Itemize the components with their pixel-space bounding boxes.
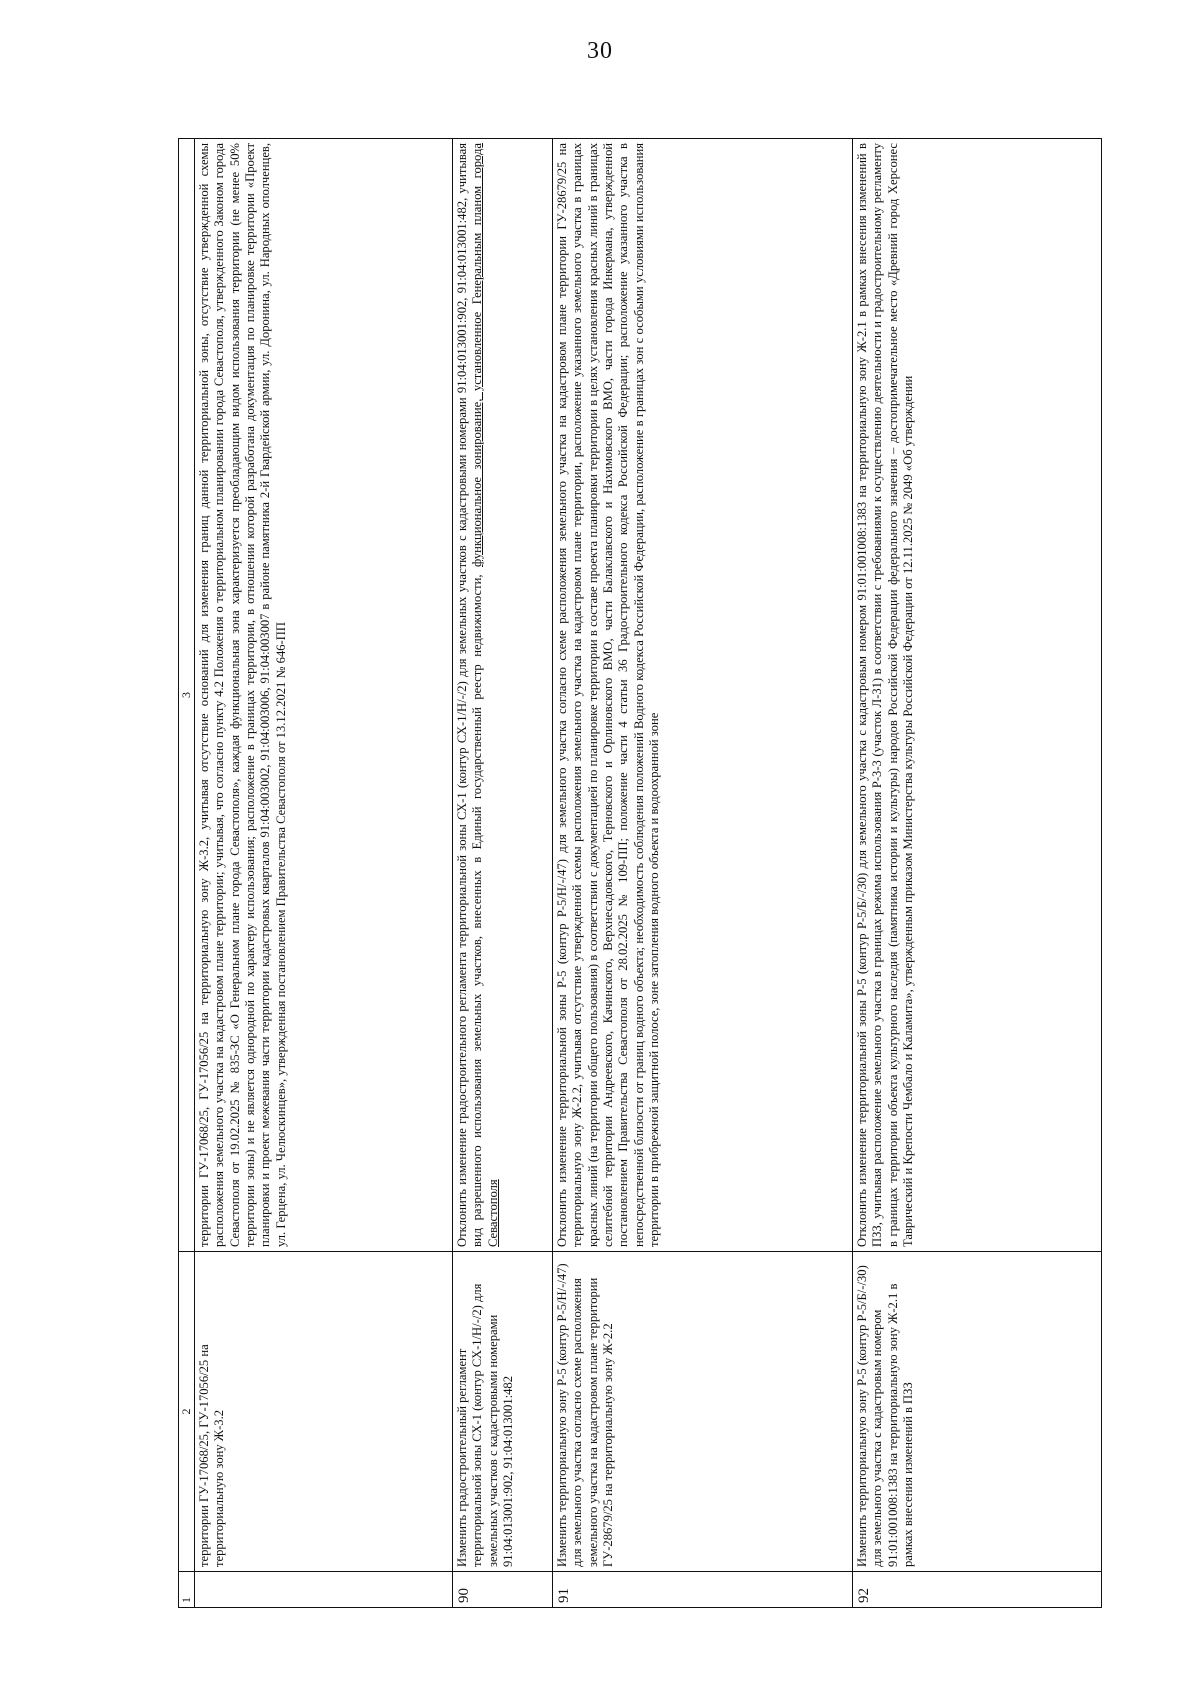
proposal-cell: Изменить территориальную зону Р-5 (контур Р-5/Б/-/30) для земельного участка с кадастровым номером 91:01:001008:1383 на территориальную зону Ж-2.1 в рамках внесения изменений в ПЗЗ bbox=[853, 1252, 1102, 1572]
decision-cell: Отклонить изменение территориальной зоны Р-5 (контур Р-5/Н/-/47) для земельного участка согласно схеме расположения земельного участка на кадастровом плане территории ГУ-28679/25 на территориальную зону Ж-2.2, учитывая отсутствие утвержденной схемы расположения земельного участка на кадастровом плане территории, расположение указанного земельного участка в границах красных линий (на территории общего пользования) в соответствии с документацией по планировке территории в составе проекта планировки территории в целях установления красных линий в границах селитебной территории Андреевского, Качинского, Верхнесадовского, Терновского и Орлиновского ВМО, части Балаклавского и Нахимовского ВМО, части города Инкермана, утвержденной постановлением Правительства Севастополя от 28.02.2025 № 109-ПП; положение части 4 статьи 36 Градостроительного кодекса Российской Федерации; расположение указанного участка в непосредственной близости от границ водного объекта; необходимость соблюдения положений Водного кодекса Российской Федерации, расположение в границах зон с особыми условиями использования территории в прибрежной защитной полосе, зоне затопления водного объекта и водоохранной зоне bbox=[553, 139, 853, 1252]
decisions-table bbox=[178, 138, 1102, 1608]
table-row bbox=[853, 139, 1102, 1608]
decision-cell: территории ГУ-17068/25, ГУ-17056/25 на территориальную зону Ж-3.2, учитывая отсутствие оснований для изменения границ данной территориальной зоны, отсутствие утвержденной схемы расположения земельного участка на кадастровом плане территории; учитывая, что согласно пункту 4.2 Положения о территориальном планировании города Севастополя, утвержденного Законом города Севастополя от 19.02.2025 № 835-ЗС «О Генеральном плане города Севастополя», каждая функциональная зона характеризуется преобладающим видом использования территории (не менее 50% территории зоны) и не является однородной по характеру использования; расположение в границах территории, в отношении которой разработана документация по планировке территории «Проект планировки и проект межевания части территории кадастровых кварталов 91:04:003002, 91:04:003006, 91:04:003007 в районе памятника 2-й Гвардейской армии, ул. Доронина, ул. Народных ополченцев, ул. Герцена, ул. Челюскинцев», утвержденная постановлением Правительства Севастополя от 13.12.2021 № 646-ПП bbox=[195, 139, 453, 1252]
decision-text: Отклонить изменение градостроительного регламента территориальной зоны СХ-1 (контур СХ-1/Н/-/2) для земельных участков с кадастровыми номерами 91:04:013001:902, 91:04:013001:482, учитывая вид разрешенного использования земельных участков, внесенных в Единый государственный реестр недвижимости, bbox=[455, 143, 485, 1247]
table-row bbox=[553, 139, 853, 1608]
header-col-1: 1 bbox=[179, 1572, 195, 1608]
decision-underlined-text: функциональное зонирование, установленное Генеральным планом города Севастополя bbox=[470, 143, 500, 1247]
proposal-cell: Изменить территориальную зону Р-5 (контур Р-5/Н/-/47) для земельного участка согласно схеме расположения земельного участка на кадастровом плане территории ГУ-28679/25 на территориальную зону Ж-2.2 bbox=[553, 1252, 853, 1572]
rotated-table-wrapper bbox=[178, 138, 1102, 1608]
proposal-cell: территории ГУ-17068/25, ГУ-17056/25 на территориальную зону Ж-3.2 bbox=[195, 1252, 453, 1572]
row-number: 90 bbox=[453, 1572, 553, 1608]
header-col-2: 2 bbox=[179, 1252, 195, 1572]
table-header-row bbox=[179, 139, 195, 1608]
row-number: 91 bbox=[553, 1572, 853, 1608]
table-row bbox=[453, 139, 553, 1608]
row-number: 92 bbox=[853, 1572, 1102, 1608]
row-number bbox=[195, 1572, 453, 1608]
decision-cell: Отклонить изменение территориальной зоны Р-5 (контур Р-5/Б/-/30) для земельного участка с кадастровым номером 91:01:001008:1383 на территориальную зону Ж-2.1 в рамках внесения изменений в ПЗЗ, учитывая расположение земельного участка в границах режима использования Р-3-3 (участок Л-31) в соответствии с требованиями к осуществлению деятельности и градостроительному регламенту в границах территории объекта культурного наследия (памятника истории и культуры) народов Российской Федерации федерального значения – достопримечательное место «Древний город Херсонес Таврический и Крепости Чембало и Каламита», утвержденным приказом Министерства культуры Российской Федерации от 12.11.2025 № 2049 «Об утверждении bbox=[853, 139, 1102, 1252]
table-row bbox=[195, 139, 453, 1608]
page-number: 30 bbox=[587, 38, 613, 64]
proposal-cell: Изменить градостроительный регламент территориальной зоны СХ-1 (контур СХ-1/Н/-/2) для земельных участков с кадастровыми номерами 91:04:013001:902, 91:04:013001:482 bbox=[453, 1252, 553, 1572]
decision-cell bbox=[453, 139, 553, 1252]
header-col-3: 3 bbox=[179, 139, 195, 1252]
